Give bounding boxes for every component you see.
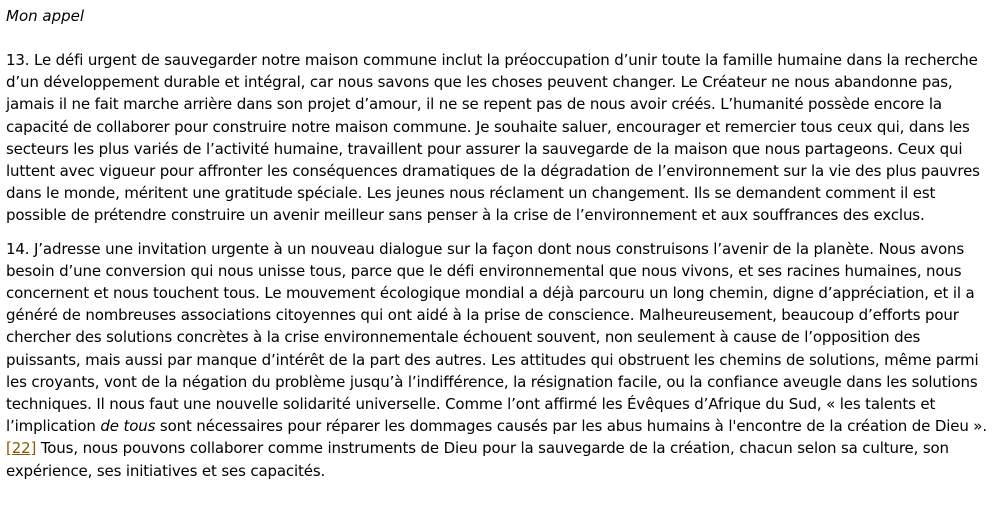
paragraph-14-emphasis: de tous (100, 417, 156, 436)
paragraph-14-text-after-emphasis: sont nécessaires pour réparer les dommages causés par les abus humains à l'encontre de la création de Dieu ». (155, 417, 987, 436)
paragraph-14-text-before-emphasis: 14. J’adresse une invitation urgente à un nouveau dialogue sur la façon dont nous construisons l’avenir de la planète. Nous avons besoin d’une conversion qui nous unisse tous, parce que le défi environnemental que nous vivons, et ses racines humaines, nous concernent et nous touchent tous. Le mouvement écologique mondial a déjà parcouru un long chemin, digne d’appréciation, et il a généré de nombreuses associations citoyennes qui ont aidé à la prise de conscience. Malheureusement, beaucoup d’efforts pour chercher des solutions concrètes à la crise environnementale échouent souvent, non seulement à cause de l’opposition des puissants, mais aussi par manque d’intérêt de la part des autres. Les attitudes qui obstruent les chemins de solutions, même parmi les croyants, vont de la négation du problème jusqu’à l’indifférence, la résignation facile, ou la confiance aveugle dans les solutions techniques. Il nous faut une nouvelle solidarité universelle. Comme l’ont affirmé les Évêques d’Afrique du Sud, « les talents et l’implication (6, 239, 979, 436)
footnote-link-22[interactable]: [22] (6, 439, 37, 458)
paragraph-14-text-after-footnote: Tous, nous pouvons collaborer comme instruments de Dieu pour la sauvegarde de la création, chacun selon sa culture, son expérience, ses initiatives et ses capacités. (6, 439, 949, 480)
paragraph-14 (6, 238, 992, 482)
paragraph-13: 13. Le défi urgent de sauvegarder notre maison commune inclut la préoccupation d’unir toute la famille humaine dans la recherche d’un développement durable et intégral, car nous savons que les choses peuvent changer. Le Créateur ne nous abandonne pas, jamais il ne fait marche arrière dans son projet d’amour, il ne se repent pas de nous avoir créés. L’humanité possède encore la capacité de collaborer pour construire notre maison commune. Je souhaite saluer, encourager et remercier tous ceux qui, dans les secteurs les plus variés de l’activité humaine, travaillent pour assurer la sauvegarde de la maison que nous partageons. Ceux qui luttent avec vigueur pour affronter les conséquences dramatiques de la dégradation de l’environnement sur la vie des plus pauvres dans le monde, méritent une gratitude spéciale. Les jeunes nous réclament un changement. Ils se demandent comment il est possible de prétendre construire un avenir meilleur sans penser à la crise de l’environnement et aux souffrances des exclus. (6, 51, 980, 225)
section-title: Mon appel (6, 7, 85, 25)
